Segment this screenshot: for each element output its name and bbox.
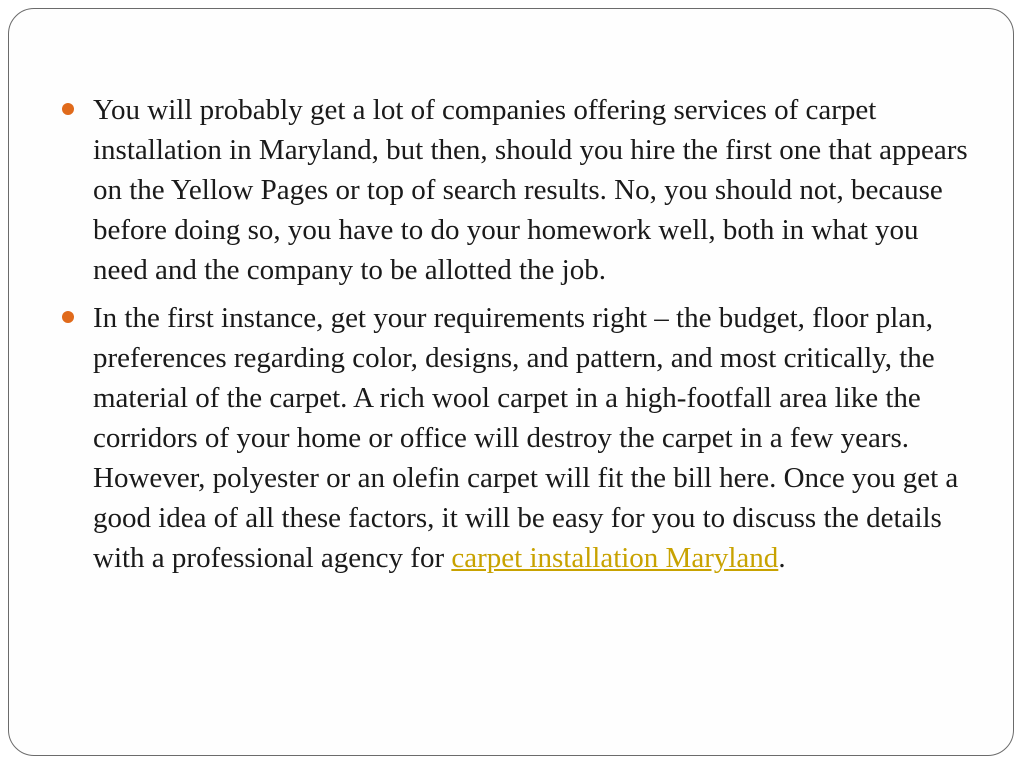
bullet-dot-icon <box>62 103 74 115</box>
bullet-text: You will probably get a lot of companies offering services of carpet installation in Maryland, but then, should you hire the first one that appears on the Yellow Pages or top of search results. No, you should not, because before doing so, you have to do your homework well, both in what you need and the company to be allotted the job. <box>93 94 968 286</box>
slide-content <box>62 90 972 586</box>
bullet-dot-icon <box>62 311 74 323</box>
bullet-text: In the first instance, get your requirements right – the budget, floor plan, preferences regarding color, designs, and pattern, and most critically, the material of the carpet. A rich wool carpet in a high-footfall area like the corridors of your home or office will destroy the carpet in a few years. However, polyester or an olefin carpet will fit the bill here. Once you get a good idea of all these factors, it will be easy for you to discuss the details with a professional agency for <box>93 302 959 574</box>
bullet-text-end: . <box>778 542 786 574</box>
carpet-installation-link[interactable]: carpet installation Maryland <box>451 542 779 574</box>
bullet-item <box>62 298 972 578</box>
bullet-list <box>62 90 972 578</box>
bullet-item <box>62 90 972 290</box>
